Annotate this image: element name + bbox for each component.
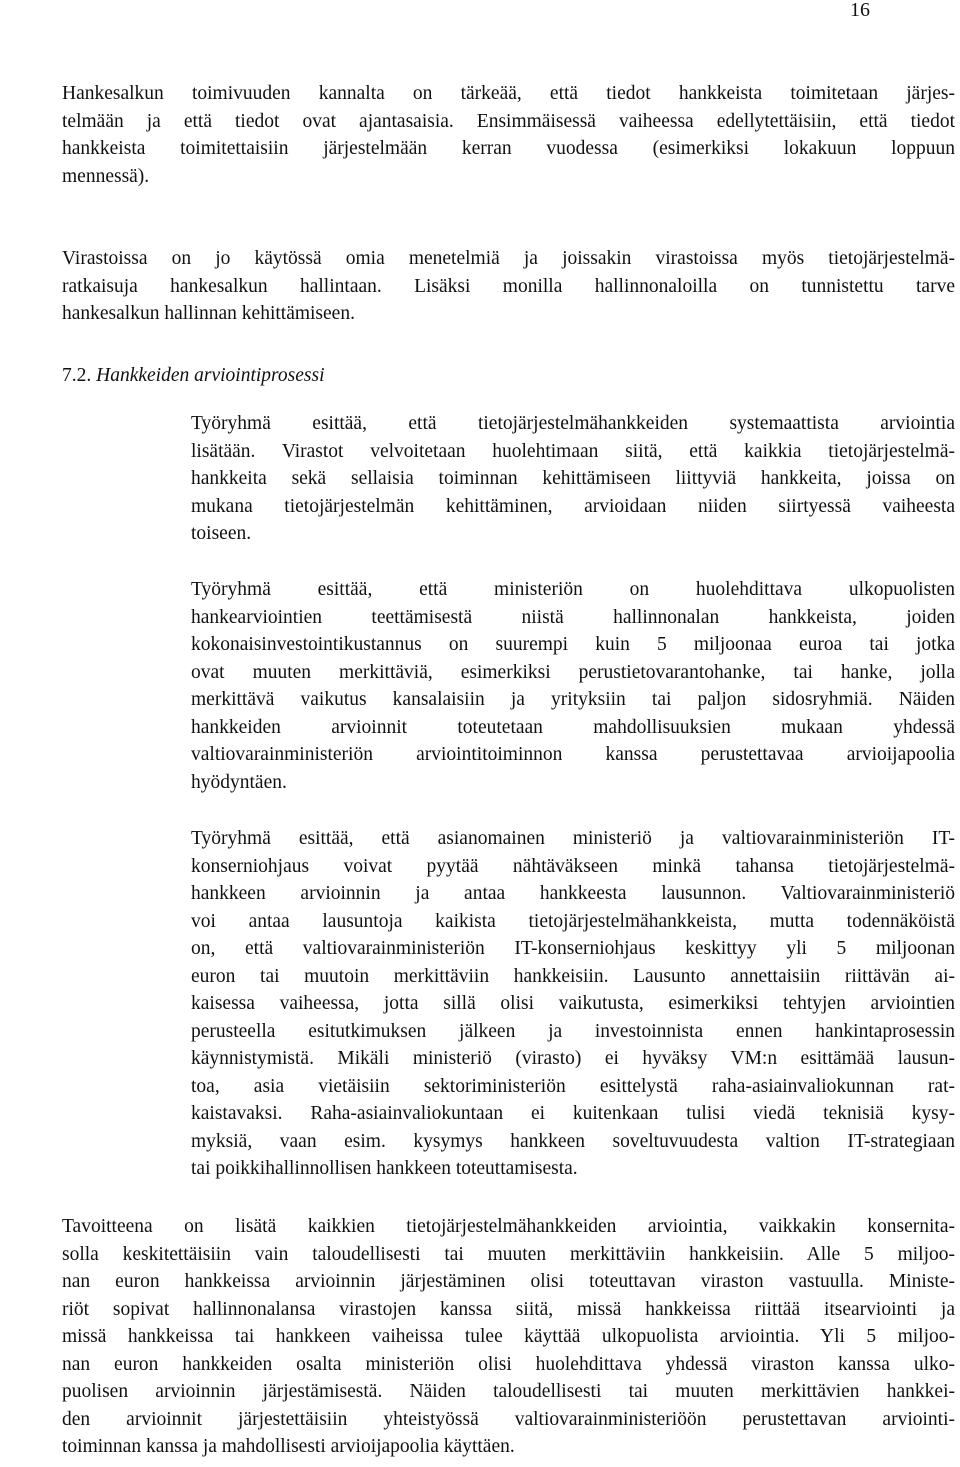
recommendation-ministry-statements (191, 825, 955, 1183)
paragraph-line: hankesalkun hallinnan kehittämiseen. (62, 303, 355, 324)
paragraph-line: Virastoissa on jo käytössä omia menetelmiä ja joissakin virastoissa myös tietojärjestelmä- (62, 248, 955, 269)
paragraph-line: hankkeista toimitettaisiin järjestelmään kerran vuodessa (esimerkiksi lokakuun loppuun (62, 138, 955, 159)
paragraph-line: puolisen arvioinnin järjestämisestä. Näiden taloudellisesti tai muuten merkittävien hankkei- (62, 1381, 955, 1402)
paragraph-line: hankkeita sekä sellaisia toiminnan kehittämiseen liittyviä hankkeita, joissa on (191, 468, 955, 489)
paragraph-line: euron tai muutoin merkittäviin hankkeisiin. Lausunto annettaisiin riittävän ai- (191, 965, 955, 987)
paragraph-line: hyödyntäen. (191, 771, 287, 793)
paragraph-line: konserniohjaus voivat pyytää nähtäväkseen minkä tahansa tietojärjestelmä- (191, 855, 955, 877)
paragraph-line: valtiovarainministeriön arviointitoiminnon kanssa perustettavaa arvioijapoolia (191, 744, 955, 765)
paragraph-line: lisätään. Virastot velvoitetaan huolehtimaan siitä, että kaikkia tietojärjestelmä- (191, 440, 955, 462)
paragraph-line: nan euron hankkeiden osalta ministeriön olisi huolehdittava yhdessä viraston kanssa ulko- (62, 1353, 955, 1375)
paragraph-line: hankearviointien teettämisestä niistä hallinnonalan hankkeista, joiden (191, 606, 955, 628)
recommendation-systematic-evaluation (191, 410, 955, 548)
paragraph-line: Työryhmä esittää, että tietojärjestelmähankkeiden systemaattista arviointia (191, 413, 955, 434)
section-heading (62, 362, 325, 390)
paragraph-line: ovat muuten merkittäviä, esimerkiksi perustietovarantohanke, tai hanke, jolla (191, 661, 955, 683)
paragraph-line: hankkeiden arvioinnit toteutetaan mahdollisuuksien mukaan yhdessä (191, 716, 955, 738)
paragraph-line: tai poikkihallinnollisen hankkeen toteuttamisesta. (191, 1158, 578, 1179)
paragraph-line: toa, asia vietäisiin sektoriministeriön esittelystä raha-asiainvaliokunnan rat- (191, 1075, 955, 1097)
paragraph-line: merkittävä vaikutus kansalaisiin ja yrityksiin tai paljon sidosryhmiä. Näiden (191, 689, 955, 710)
paragraph-line: toiminnan kanssa ja mahdollisesti arvioijapoolia käyttäen. (62, 1436, 515, 1457)
paragraph-agency-methods (62, 245, 955, 328)
paragraph-line: voi antaa lausuntoja kaikista tietojärjestelmähankkeista, mutta todennäköistä (191, 910, 955, 932)
paragraph-line: perusteella esitutkimuksen jälkeen ja investoinnista ennen hankintaprosessin (191, 1020, 955, 1042)
paragraph-line: riöt sopivat hallinnonalansa virastojen kanssa siitä, missä hankkeissa riittää itsearviointi ja (62, 1298, 955, 1320)
paragraph-line: mennessä). (62, 165, 150, 187)
paragraph-line: Tavoitteena on lisätä kaikkien tietojärjestelmähankkeiden arviointia, vaikkakin konsernita- (62, 1216, 955, 1237)
section-number: 7.2. (62, 365, 92, 386)
paragraph-data-timeliness (62, 80, 955, 190)
paragraph-line: den arvioinnit järjestettäisiin yhteistyössä valtiovarainministeriöön perustettavan arviointi- (62, 1408, 955, 1430)
page-number: 16 (850, 0, 870, 21)
paragraph-line: solla keskitettäisiin vain taloudellisesti tai muuten merkittäviin hankkeisiin. Alle 5 miljoo- (62, 1243, 955, 1265)
paragraph-line: Työryhmä esittää, että asianomainen ministeriö ja valtiovarainministeriön IT- (191, 828, 955, 849)
paragraph-line: Hankesalkun toimivuuden kannalta on tärkeää, että tiedot hankkeista toimitetaan järjes- (62, 83, 955, 104)
recommendation-external-evaluation (191, 576, 955, 796)
paragraph-line: ratkaisuja hankesalkun hallintaan. Lisäksi monilla hallinnonaloilla on tunnistettu tarve (62, 275, 955, 297)
paragraph-line: on, että valtiovarainministeriön IT-konserniohjaus keskittyy yli 5 miljoonan (191, 938, 955, 959)
paragraph-line: toiseen. (191, 523, 252, 544)
paragraph-line: mukana tietojärjestelmän kehittäminen, arvioidaan niiden siirtyessä vaiheesta (191, 495, 955, 517)
paragraph-evaluation-goal (62, 1213, 955, 1461)
paragraph-line: kaisessa vaiheessa, jotta sillä olisi vaikutusta, esimerkiksi tehtyjen arviointien (191, 993, 955, 1014)
paragraph-line: hankkeen arvioinnin ja antaa hankkeesta lausunnon. Valtiovarainministeriö (191, 883, 955, 904)
paragraph-line: kaistavaksi. Raha-asiainvaliokuntaan ei kuitenkaan tulisi viedä teknisiä kysy- (191, 1103, 955, 1124)
paragraph-line: missä hankkeissa tai hankkeen vaiheissa tulee käyttää ulkopuolista arviointia. Yli 5 miljoo- (62, 1326, 955, 1347)
paragraph-line: myksiä, vaan esim. kysymys hankkeen soveltuvuudesta valtion IT-strategiaan (191, 1130, 955, 1152)
paragraph-line: Työryhmä esittää, että ministeriön on huolehdittava ulkopuolisten (191, 579, 955, 600)
section-title: Hankkeiden arviointiprosessi (96, 365, 325, 386)
paragraph-line: kokonaisinvestointikustannus on suurempi kuin 5 miljoonaa euroa tai jotka (191, 634, 955, 655)
paragraph-line: nan euron hankkeissa arvioinnin järjestäminen olisi toteuttavan viraston vastuulla. Ministe- (62, 1271, 955, 1292)
paragraph-line: telmään ja että tiedot ovat ajantasaisia. Ensimmäisessä vaiheessa edellytettäisiin, että tiedot (62, 110, 955, 132)
paragraph-line: käynnistymistä. Mikäli ministeriö (virasto) ei hyväksy VM:n esittämää lausun- (191, 1048, 955, 1069)
